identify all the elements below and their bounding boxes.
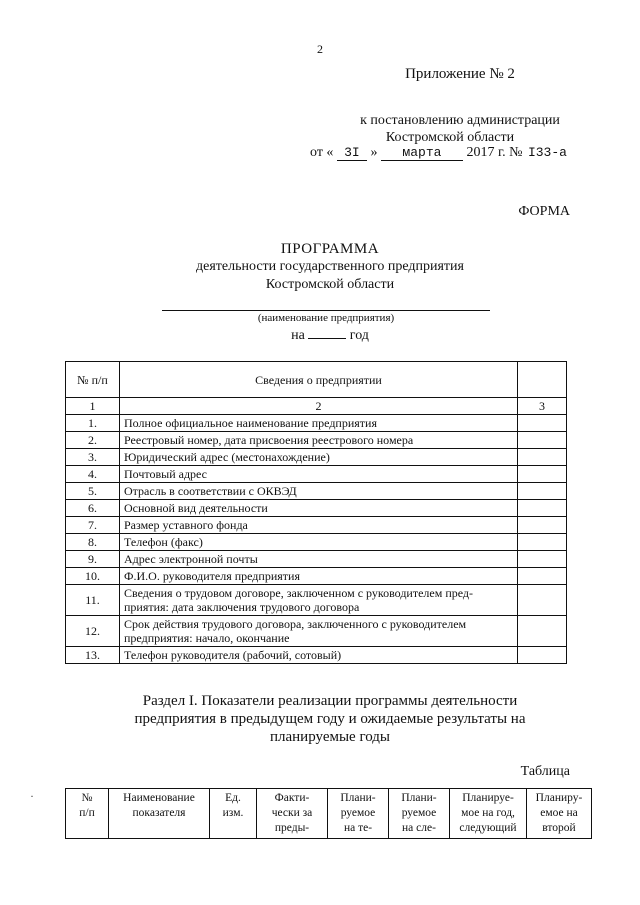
enterprise-name-caption: (наименование предприятия) bbox=[257, 312, 395, 324]
row-num: 12. bbox=[66, 616, 120, 647]
row-text: Адрес электронной почты bbox=[120, 551, 518, 568]
row-value bbox=[518, 647, 567, 664]
row-value bbox=[518, 585, 567, 616]
year-blank bbox=[308, 326, 346, 339]
table-row bbox=[66, 534, 567, 551]
row-value bbox=[518, 534, 567, 551]
row-text: Телефон (факс) bbox=[120, 534, 518, 551]
table-row bbox=[66, 616, 567, 647]
info-header-value bbox=[518, 362, 567, 398]
row-num: 10. bbox=[66, 568, 120, 585]
info-header-text: Сведения о предприятии bbox=[120, 362, 518, 398]
info-header-num: № п/п bbox=[66, 362, 120, 398]
ind-header-planned-current: Плани- руемое на те- bbox=[328, 789, 389, 839]
row-value bbox=[518, 466, 567, 483]
decree-number: I33-а bbox=[527, 145, 567, 160]
row-text: Отрасль в соответствии с ОКВЭД bbox=[120, 483, 518, 500]
decree-date-line bbox=[310, 145, 610, 161]
row-num: 8. bbox=[66, 534, 120, 551]
table-row bbox=[66, 517, 567, 534]
info-colnum-row bbox=[66, 398, 567, 415]
table-row bbox=[66, 568, 567, 585]
table-row bbox=[66, 500, 567, 517]
ind-header-actual-prev: Факти- чески за преды- bbox=[257, 789, 328, 839]
row-value bbox=[518, 500, 567, 517]
row-num: 9. bbox=[66, 551, 120, 568]
table-row bbox=[66, 449, 567, 466]
date-mid: » bbox=[370, 145, 378, 160]
enterprise-info-table bbox=[65, 361, 567, 664]
row-num: 1. bbox=[66, 415, 120, 432]
appendix-title: Приложение № 2 bbox=[405, 66, 515, 82]
decree-month: марта bbox=[381, 146, 463, 161]
program-title: ПРОГРАММА bbox=[280, 241, 380, 257]
year-suffix: год bbox=[349, 328, 369, 343]
row-num: 6. bbox=[66, 500, 120, 517]
decree-day: 3I bbox=[337, 146, 367, 161]
row-text: Телефон руководителя (рабочий, сотовый) bbox=[120, 647, 518, 664]
row-num: 4. bbox=[66, 466, 120, 483]
row-value bbox=[518, 432, 567, 449]
program-year-line bbox=[230, 326, 430, 344]
section-title-line-2: предприятия в предыдущем году и ожидаемые результаты на bbox=[134, 711, 526, 727]
ind-header-name: Наименование показателя bbox=[109, 789, 210, 839]
table-row bbox=[66, 551, 567, 568]
row-num: 7. bbox=[66, 517, 120, 534]
row-value bbox=[518, 449, 567, 466]
table-row bbox=[66, 415, 567, 432]
forma-label: ФОРМА bbox=[518, 204, 570, 219]
row-text: Размер уставного фонда bbox=[120, 517, 518, 534]
ind-header-planned-following: Планируе- мое на год, следующий bbox=[450, 789, 527, 839]
decree-year: 2017 г. № bbox=[466, 145, 523, 160]
row-num: 13. bbox=[66, 647, 120, 664]
row-value bbox=[518, 483, 567, 500]
edge-mark: · bbox=[30, 789, 34, 803]
row-text: Юридический адрес (местонахождение) bbox=[120, 449, 518, 466]
year-prefix: на bbox=[291, 328, 305, 343]
table-label: Таблица bbox=[520, 764, 570, 779]
row-text: Почтовый адрес bbox=[120, 466, 518, 483]
colnum-3: 3 bbox=[518, 398, 567, 415]
ind-header-planned-second: Планиру- емое на второй bbox=[527, 789, 592, 839]
row-value bbox=[518, 517, 567, 534]
section-title bbox=[100, 692, 560, 746]
row-value bbox=[518, 568, 567, 585]
info-header-row bbox=[66, 362, 567, 398]
row-text: Полное официальное наименование предприятия bbox=[120, 415, 518, 432]
table-row bbox=[66, 647, 567, 664]
colnum-2: 2 bbox=[120, 398, 518, 415]
page-number: 2 bbox=[317, 42, 323, 56]
ind-header-planned-next: Плани- руемое на сле- bbox=[389, 789, 450, 839]
enterprise-name-line bbox=[162, 310, 490, 311]
row-text: Основной вид деятельности bbox=[120, 500, 518, 517]
row-num: 2. bbox=[66, 432, 120, 449]
table-row bbox=[66, 483, 567, 500]
row-num: 5. bbox=[66, 483, 120, 500]
ind-header-unit: Ед. изм. bbox=[210, 789, 257, 839]
program-subtitle-2: Костромской области bbox=[265, 277, 395, 292]
row-value bbox=[518, 616, 567, 647]
date-prefix: от « bbox=[310, 145, 334, 160]
decree-line-2: Костромской области bbox=[385, 130, 515, 145]
indicators-header-row bbox=[66, 789, 592, 839]
row-text: Реестровый номер, дата присвоения реестрового номера bbox=[120, 432, 518, 449]
indicators-table bbox=[65, 788, 592, 839]
row-value bbox=[518, 551, 567, 568]
row-text: Сведения о трудовом договоре, заключенном с руководителем пред-приятия: дата заключения трудового договора bbox=[120, 585, 518, 616]
row-text: Срок действия трудового договора, заключенного с руководителем предприятия: начало, окончание bbox=[120, 616, 518, 647]
row-text: Ф.И.О. руководителя предприятия bbox=[120, 568, 518, 585]
colnum-1: 1 bbox=[66, 398, 120, 415]
table-row bbox=[66, 585, 567, 616]
section-title-line-1: Раздел I. Показатели реализации программы деятельности bbox=[142, 693, 518, 709]
row-value bbox=[518, 415, 567, 432]
table-row bbox=[66, 466, 567, 483]
row-num: 11. bbox=[66, 585, 120, 616]
program-subtitle-1: деятельности государственного предприятия bbox=[196, 259, 464, 274]
row-num: 3. bbox=[66, 449, 120, 466]
table-row bbox=[66, 432, 567, 449]
ind-header-num: № п/п bbox=[66, 789, 109, 839]
section-title-line-3: планируемые годы bbox=[269, 729, 391, 745]
decree-line-1: к постановлению администрации bbox=[360, 113, 560, 128]
